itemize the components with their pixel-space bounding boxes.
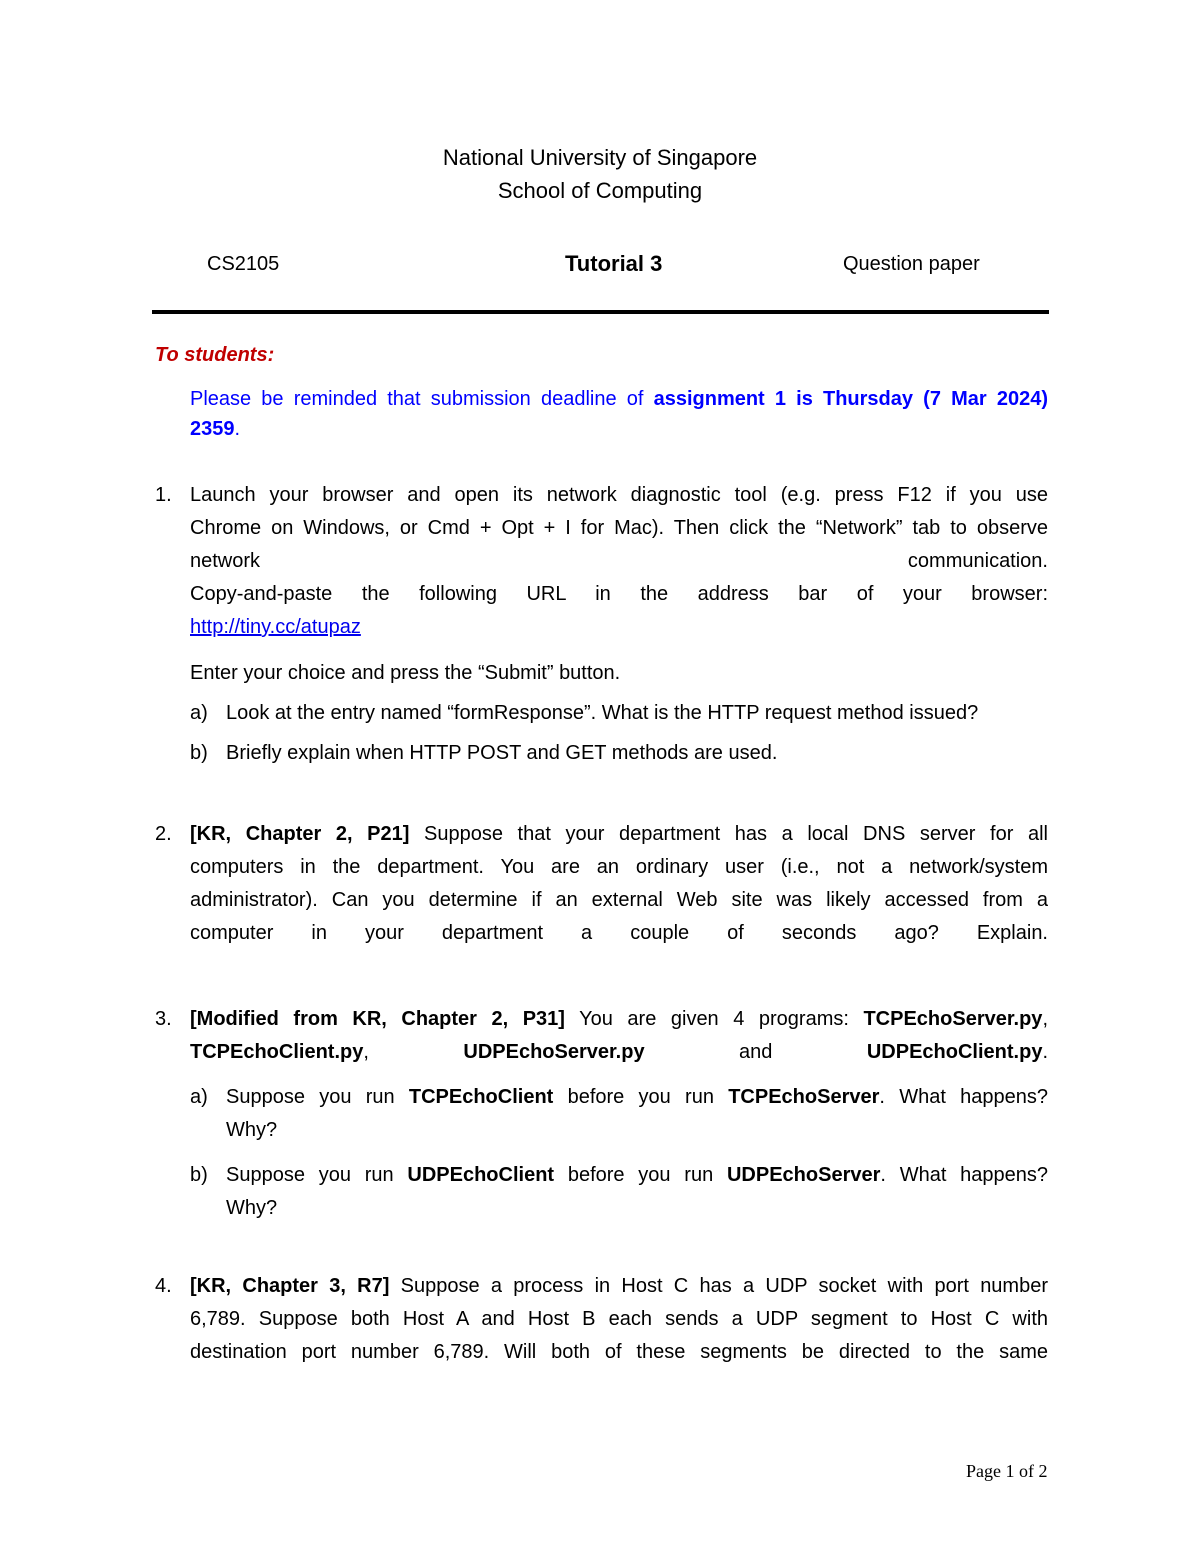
part-text: Look at the entry named “formResponse”. What is the HTTP request method issued?: [226, 702, 979, 724]
q3-part-a: [190, 1081, 1048, 1147]
q3a-line-1: Suppose you run TCPEchoClient before you run TCPEchoServer. What happens?: [226, 1086, 1048, 1108]
q3b-line-2: Why?: [226, 1197, 278, 1219]
program-tcp-server: TCPEchoServer.py: [863, 1008, 1043, 1030]
notice-deadline: assignment 1 is Thursday (7 Mar 2024): [653, 388, 1048, 410]
page-number: Page 1 of 2: [966, 1461, 1048, 1481]
university-name: National University of Singapore: [442, 145, 758, 170]
q1-instruction: Enter your choice and press the “Submit” button.: [190, 662, 621, 684]
q3b-line-1: Suppose you run UDPEchoClient before you run UDPEchoServer. What happens?: [226, 1164, 1049, 1186]
question-number: 3.: [155, 1008, 172, 1030]
question-number: 4.: [155, 1275, 172, 1297]
paper-type: Question paper: [843, 253, 980, 275]
q2-line-1: [KR, Chapter 2, P21] Suppose that your department has a local DNS server for all: [190, 823, 1048, 845]
q3-line-1: [Modified from KR, Chapter 2, P31] You are given 4 programs: TCPEchoServer.py,: [190, 1008, 1048, 1030]
question-4: [155, 1270, 1048, 1369]
notice-time: 2359: [190, 418, 235, 440]
q2-line-4: computer in your department a couple of seconds ago? Explain.: [190, 922, 1048, 944]
notice-line-1: Please be reminded that submission deadline of assignment 1 is Thursday (7 Mar 2024): [190, 388, 1048, 410]
q4-reference: [KR, Chapter 3, R7]: [190, 1275, 390, 1297]
q3a-line-2: Why?: [226, 1119, 278, 1141]
q1-part-b: [190, 737, 1048, 770]
q3-part-b: [190, 1159, 1048, 1225]
part-label: a): [190, 702, 208, 724]
q2-line-3: administrator). Can you determine if an external Web site was likely accessed from a: [190, 889, 1048, 911]
program-udp-server: UDPEchoServer.py: [463, 1041, 645, 1063]
notice-heading: To students:: [155, 344, 275, 366]
program-tcp-client: TCPEchoClient.py: [190, 1041, 364, 1063]
question-3: [155, 1003, 1048, 1069]
q2-line-2: computers in the department. You are an ordinary user (i.e., not a network/system: [190, 856, 1048, 878]
question-number: 1.: [155, 484, 172, 506]
deadline-notice: [190, 384, 1048, 444]
tutorial-title: Tutorial 3: [565, 251, 663, 276]
q1-line-2: Chrome on Windows, or Cmd + Opt + I for Mac). Then click the “Network” tab to observe: [190, 517, 1048, 539]
q4-line-2: 6,789. Suppose both Host A and Host B each sends a UDP segment to Host C with: [190, 1308, 1048, 1330]
q1-line-3: network communication.: [190, 550, 1048, 572]
notice-line-2: 2359.: [190, 418, 241, 440]
part-label: a): [190, 1086, 208, 1108]
part-text: Briefly explain when HTTP POST and GET methods are used.: [226, 742, 778, 764]
q3-line-2: TCPEchoClient.py, UDPEchoServer.py and UDPEchoClient.py.: [190, 1041, 1048, 1063]
part-label: b): [190, 742, 208, 764]
q4-line-3: destination port number 6,789. Will both of these segments be directed to the same: [190, 1341, 1048, 1363]
program-udp-client: UDPEchoClient.py: [866, 1041, 1043, 1063]
question-1: [155, 479, 1048, 644]
school-name: School of Computing: [497, 178, 703, 203]
q3-reference: [Modified from KR, Chapter 2, P31]: [190, 1008, 565, 1030]
course-code: CS2105: [207, 253, 280, 275]
header-divider: [152, 310, 1049, 314]
q1-line-4: Copy-and-paste the following URL in the address bar of your browser:: [190, 583, 1048, 605]
part-label: b): [190, 1164, 208, 1186]
q1-part-a: [190, 697, 1048, 730]
q1-line-1: Launch your browser and open its network diagnostic tool (e.g. press F12 if you use: [190, 484, 1048, 506]
survey-link[interactable]: http://tiny.cc/atupaz: [190, 616, 361, 638]
header-row: [0, 251, 1200, 281]
q2-reference: [KR, Chapter 2, P21]: [190, 823, 410, 845]
q4-line-1: [KR, Chapter 3, R7] Suppose a process in Host C has a UDP socket with port number: [190, 1275, 1049, 1297]
question-number: 2.: [155, 823, 172, 845]
question-2: [155, 818, 1048, 950]
